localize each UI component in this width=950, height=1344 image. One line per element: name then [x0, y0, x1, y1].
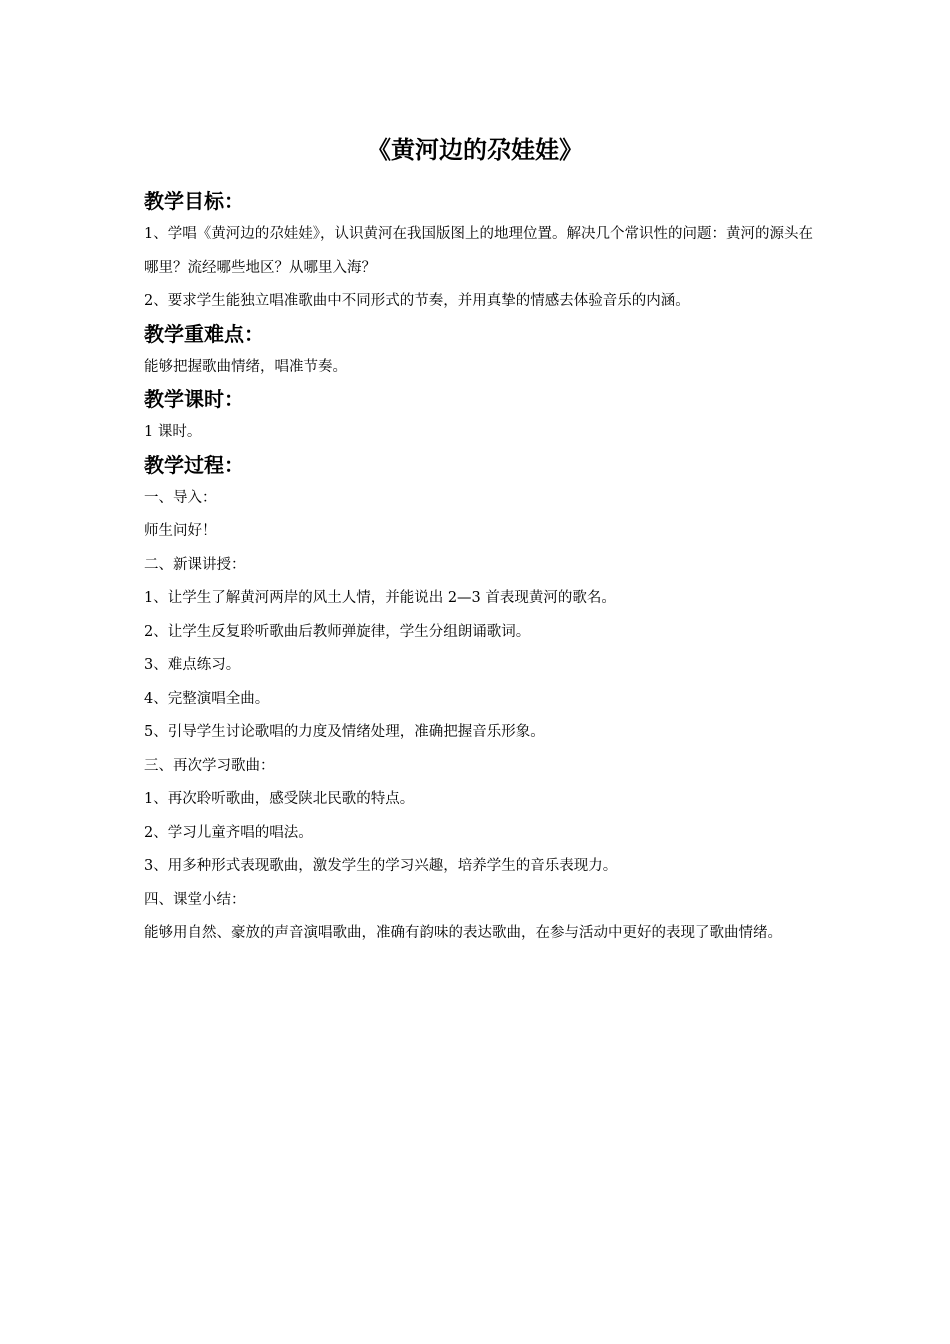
process-line: 师生问好！ — [144, 523, 217, 539]
process-line: 二、新课讲授： — [144, 556, 246, 573]
process-line: 能够用自然、豪放的声音演唱歌曲，准确有韵味的表达歌曲，在参与活动中更好的表现了歌曲情绪。 — [144, 925, 782, 941]
key-points-paragraph: 能够把握歌曲情绪，唱准节奏。 — [144, 358, 347, 375]
section-heading-key-points: 教学重难点： — [144, 321, 264, 346]
process-line: 2、学习儿童齐唱的唱法。 — [144, 824, 313, 841]
process-line: 2、让学生反复聆听歌曲后教师弹旋律，学生分组朗诵歌词。 — [144, 623, 531, 640]
document-body — [144, 186, 814, 951]
process-line: 三、再次学习歌曲： — [144, 757, 275, 774]
document-title: 《黄河边的尕娃娃》 — [367, 136, 583, 164]
objective-paragraph-2: 2、要求学生能独立唱准歌曲中不同形式的节奏，并用真挚的情感去体验音乐的内涵。 — [144, 293, 690, 309]
process-line: 1、让学生了解黄河两岸的风土人情，并能说出 2—3 首表现黄河的歌名。 — [144, 590, 616, 606]
process-line: 一、导入： — [144, 489, 217, 506]
section-heading-class-hours: 教学课时： — [144, 387, 244, 411]
objective-paragraph-1: 1、学唱《黄河边的尕娃娃》，认识黄河在我国版图上的地理位置。解决几个常识性的问题：黄河的源头在哪里？流经哪些地区？从哪里入海？ — [144, 226, 813, 276]
process-line: 3、用多种形式表现歌曲，激发学生的学习兴趣，培养学生的音乐表现力。 — [144, 858, 618, 874]
section-heading-process: 教学过程： — [144, 452, 244, 477]
process-line: 1、再次聆听歌曲，感受陕北民歌的特点。 — [144, 791, 415, 807]
process-line: 四、课堂小结： — [144, 891, 246, 908]
class-hours-paragraph: 1 课时。 — [144, 424, 202, 440]
process-line: 4、完整演唱全曲。 — [144, 690, 270, 707]
section-heading-objectives: 教学目标： — [144, 189, 244, 213]
process-line: 3、难点练习。 — [144, 657, 241, 673]
process-line: 5、引导学生讨论歌唱的力度及情绪处理，准确把握音乐形象。 — [144, 724, 545, 740]
